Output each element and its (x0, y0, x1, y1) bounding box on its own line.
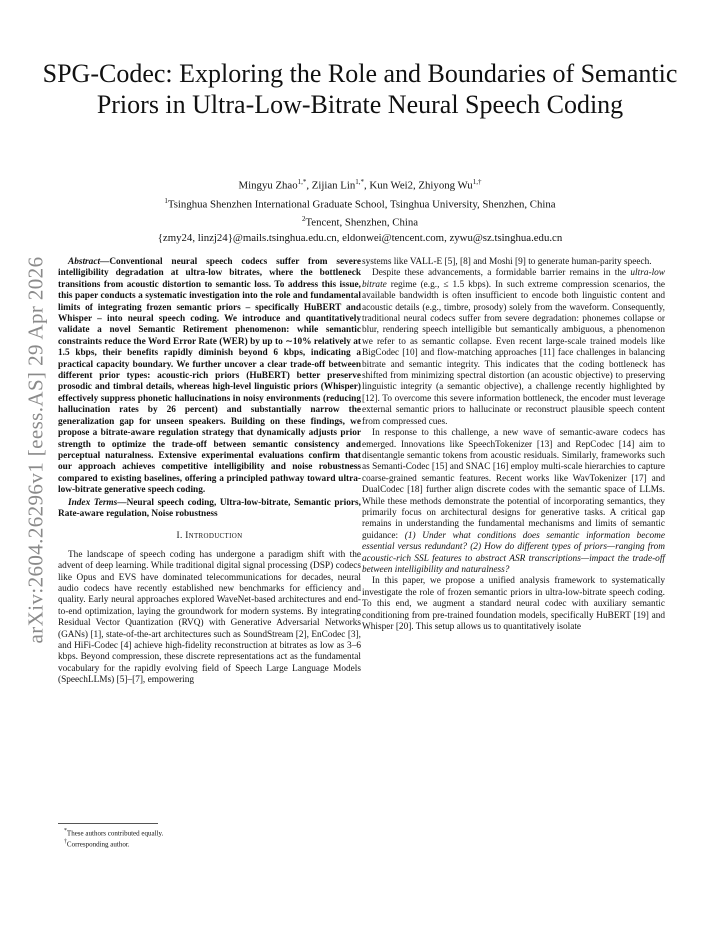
intro-paragraph-4: In this paper, we propose a unified analysis framework to systematically investigate the role of frozen semantic priors in ultra-low-bitrate speech coding. To this end, we augment a standard neural codec with auxiliary semantic conditioning from pre-trained foundation models, specifically HuBERT [19] and Whisper [20]. This setup allows us to quantitatively isolate (362, 576, 665, 632)
emphasis-ultra-low-bitrate: ultra-low bitrate (362, 268, 665, 290)
index-terms (58, 498, 361, 521)
intro-paragraph-continued: systems like VALL-E [5], [8] and Moshi [9] to generate human-parity speech. (362, 257, 652, 267)
abstract-text: —Conventional neural speech codecs suffer from severe intelligibility degradation at ultra-low bitrates, where the bottleneck transitions from acoustic distortion to semantic loss. To address this issue, this paper conducts a systematic investigation into the role and fundamental limits of integrating frozen semantic priors – specifically HuBERT and Whisper – into neural speech coding. We introduce and quantitatively validate a novel Semantic Retirement phenomenon: while semantic constraints reduce the Word Error Rate (WER) by up to ∼10% relatively at 1.5 kbps, their benefits rapidly diminish beyond 6 kbps, indicating a practical capacity boundary. We further uncover a clear trade-off between different prior types: acoustic-rich priors (HuBERT) better preserve prosodic and timbral details, whereas high-level linguistic priors (Whisper) effectively suppress phonetic hallucinations in noisy environments (reducing hallucination rates by 26 percent) and substantially narrow the generalization gap for unseen speakers. Building on these findings, we propose a bitrate-aware regulation strategy that dynamically adjusts prior strength to optimize the trade-off between semantic consistency and perceptual naturalness. Extensive experimental evaluations confirm that our approach achieves competitive intelligibility and noise robustness compared to existing baselines, offering a principled pathway toward ultra-low-bitrate generative speech coding. (58, 257, 361, 496)
abstract-label: Abstract (68, 257, 101, 267)
intro-paragraph-3: In response to this challenge, a new wave of semantic-aware codecs has emerged. Innovations like SpeechTokenizer [13] and RepCodec [14] aim to disentangle semantic tokens from acoustic residuals. Similarly, frameworks such as Semanti-Codec [15] and SNAC [16] employ multi-scale hierarchies to capture coarse-grained semantic features. Recent works like WavTokenizer [17] and DualCodec [18] further align discrete codes with the semantic space of LLMs. While these methods demonstrate the potential of incorporating semantics, they primarily focus on architectural designs for generative tasks. A critical gap remains in understanding the fundamental mechanisms and limits of semantic guidance: (1) Under what conditions does semantic information become essential versus redundant? (2) How do different types of priors—ranging from acoustic-rich SSL features to abstract ASR transcriptions—impact the trade-off between intelligibility and naturalness? (362, 428, 665, 575)
paper-title: SPG-Codec: Exploring the Role and Boundaries of Semantic Priors in Ultra-Low-Bitrate Neural Speech Coding (42, 59, 678, 119)
footnote-corresponding-author: †Corresponding author. (64, 839, 130, 849)
arxiv-identifier-text: arXiv:2604.26296v1 [eess.AS] 29 Apr 2026 (23, 256, 48, 644)
intro-paragraph-2: Despite these advancements, a formidable barrier remains in the ultra-low bitrate regime (e.g., ≤ 1.5 kbps). In such extreme compression scenarios, the available bandwidth is often insufficient to encode both linguistic content and acoustic details (e.g., timbre, prosody) solely from the waveform. Consequently, traditional neural codecs suffer from severe degradation: phonemes collapse or blur, rendering speech intelligible but semantically ambiguous, a phenomenon we refer to as semantic collapse. Even recent large-scale trained models like BigCodec [10] and flow-matching approaches [11] face challenges in balancing bitrate and semantic integrity. This indicates that the coding bottleneck has shifted from minimizing spectral distortion (an acoustic objective) to preserving linguistic integrity (a semantic objective), a challenge recently highlighted by [12]. To overcome this severe information bottleneck, the encoder must leverage external semantic priors to hallucinate or reconstruct plausible speech content from compressed cues. (362, 268, 665, 427)
footnotes (58, 823, 358, 850)
author-names: Mingyu Zhao$^{1,*}$, Zijian Lin$^{1,*}$, Kun Wei2, Zhiyong $Wu^{1,\dagger}$ (238, 178, 482, 192)
intro-paragraph-1: The landscape of speech coding has undergone a paradigm shift with the advent of deep learning. While traditional digital signal processing (DSP) codecs like Opus and EVS have dominated telecommunications for decades, neural audio codecs have recently established new benchmarks for efficiency and quality. Early neural approaches explored WaveNet-based architectures and end-to-end optimization, laying the groundwork for modern systems. By integrating Residual Vector Quantization (RVQ) with Generative Adversarial Networks (GANs) [1], state-of-the-art architectures such as SoundStream [2], EnCodec [3], and HiFi-Codec [4] achieve high-fidelity reconstruction at bitrates as low as 3–6 kbps. Beyond compression, these discrete representations act as the fundamental vocabulary for the rapidly evolving field of Speech Large Language Models (SpeechLLMs) [5]–[7], empowering (58, 549, 361, 686)
affiliation-2: $^2$Tencent, Shenzhen, China (301, 215, 419, 229)
index-terms-text: —Neural speech coding, Ultra-low-bitrate, Semantic priors, Rate-aware regulation, Noise robustness (58, 497, 361, 519)
left-column (58, 257, 361, 687)
affiliation-1: $^1$Tsinghua Shenzhen International Graduate School, Tsinghua University, Shenzhen, China (164, 196, 556, 211)
right-column (362, 257, 665, 633)
section-heading-introduction: I. Introduction (176, 531, 243, 542)
emphasis-research-questions: (1) Under what conditions does semantic information become essential versus redundant? (2) How do different types of priors—ranging from acoustic-rich SSL features to abstract ASR transcriptions—impact the trade-off between intelligibility and naturalness? (362, 530, 665, 575)
author-emails: {zmy24, linzj24}@mails.tsinghua.edu.cn, eldonwei@tencent.com, zywu@sz.tsinghua.edu.cn (157, 231, 563, 244)
footnote-rule (58, 823, 158, 824)
footnote-equal-contribution: *These authors contributed equally. (64, 828, 164, 838)
index-terms-label: Index Terms (68, 497, 118, 508)
abstract (58, 257, 361, 497)
author-block (40, 175, 680, 246)
arxiv-identifier-stamp (22, 250, 50, 650)
